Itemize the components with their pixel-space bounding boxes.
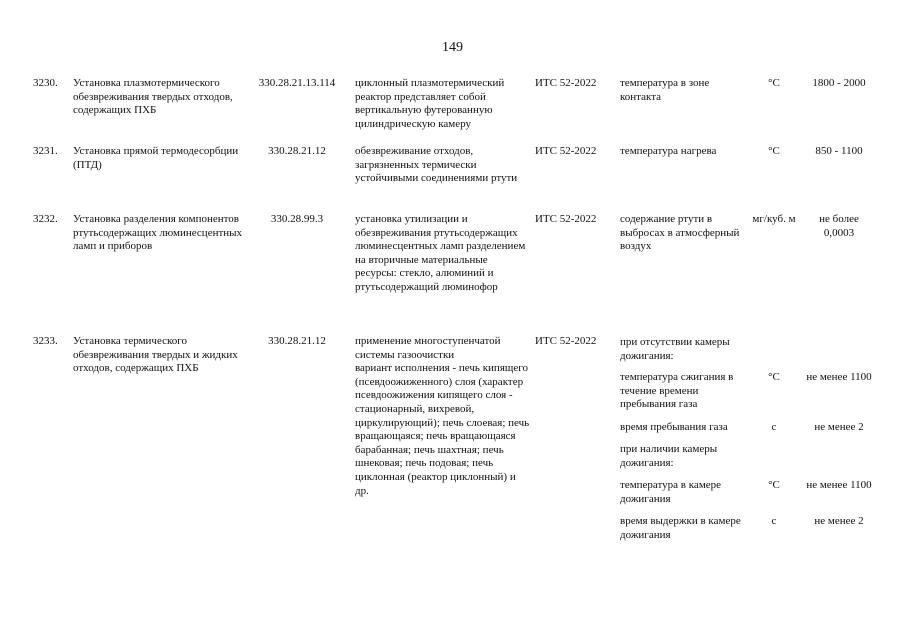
description: циклонный плазмотермический реактор представляет собой вертикальную футерованную цилиндрическую камеру: [355, 77, 505, 130]
parameter-unit: °С: [768, 145, 780, 157]
okpd-code: 330.28.21.12: [268, 335, 326, 347]
parameter-heading: при отсутствии камеры дожигания:: [620, 336, 730, 362]
parameter-value: 1800 - 2000: [812, 77, 866, 89]
installation-name: Установка прямой термодесорбции (ПТД): [73, 145, 239, 171]
row-number: 3233.: [33, 335, 58, 347]
okpd-code: 330.28.99.3: [270, 213, 324, 225]
parameter-name: время пребывания газа: [620, 421, 728, 433]
parameter-value: не более 0,0003: [819, 213, 859, 239]
row-number: 3230.: [33, 77, 58, 89]
parameter-value: не менее 1100: [806, 479, 872, 491]
description: установка утилизации и обезвреживания ртутьсодержащих люминесцентных ламп разделением на вторичные материальные ресурсы: стекло, алюминий и ртутьсодержащий люминофор: [355, 213, 526, 293]
parameter-value: не менее 2: [814, 421, 864, 433]
okpd-code: 330.28.21.12: [268, 145, 326, 157]
parameter-value: 850 - 1100: [815, 145, 863, 157]
parameter-unit: мг/куб. м: [752, 213, 796, 225]
parameter-name: содержание ртути в выбросах в атмосферный воздух: [620, 213, 740, 253]
parameter-name: температура нагрева: [620, 145, 717, 157]
row-number: 3232.: [33, 213, 58, 225]
parameter-unit: °С: [768, 77, 780, 89]
installation-name: Установка плазмотермического обезвреживания твердых отходов, содержащих ПХБ: [73, 77, 233, 117]
description-line: применение многоступенчатой системы газоочистки: [355, 335, 501, 361]
description: обезвреживание отходов, загрязненных термически устойчивыми соединениями ртути: [355, 145, 518, 185]
description: [355, 335, 530, 498]
okpd-code: 330.28.21.13.114: [258, 77, 336, 89]
parameter-name: температура в камере дожигания: [620, 479, 722, 505]
parameter-name: температура в зоне контакта: [620, 77, 710, 103]
parameter-heading: при наличии камеры дожигания:: [620, 443, 718, 469]
parameter-unit: с: [771, 421, 777, 433]
parameter-name: температура сжигания в течение времени пребывания газа: [620, 371, 734, 411]
its-reference: ИТС 52-2022: [535, 145, 597, 157]
row-number: 3231.: [33, 145, 58, 157]
page-number: 149: [442, 40, 463, 55]
its-reference: ИТС 52-2022: [535, 213, 597, 225]
its-reference: ИТС 52-2022: [535, 77, 597, 89]
parameter-unit: с: [771, 515, 777, 527]
installation-name: Установка термического обезвреживания твердых и жидких отходов, содержащих ПХБ: [73, 335, 238, 375]
parameter-value: не менее 2: [814, 515, 864, 527]
description-variant: вариант исполнения - печь кипящего (псевдоожиженного) слоя (характер псевдоожижения кипящего слоя - стационарный, вихревой, циркулирующий); печь слоевая; печь вращающаяся; печь вращающаяся барабанная; печь шахтная; печь шнековая; печь подовая; печь циклонная (реактор циклонный) и др.: [355, 362, 530, 497]
its-reference: ИТС 52-2022: [535, 335, 597, 347]
parameter-unit: °С: [768, 371, 780, 383]
parameter-unit: °С: [768, 479, 780, 491]
parameter-name: время выдержки в камере дожигания: [620, 515, 741, 541]
installation-name: Установка разделения компонентов ртутьсодержащих люминесцентных ламп и приборов: [73, 213, 243, 253]
parameter-value: не менее 1100: [806, 371, 872, 383]
